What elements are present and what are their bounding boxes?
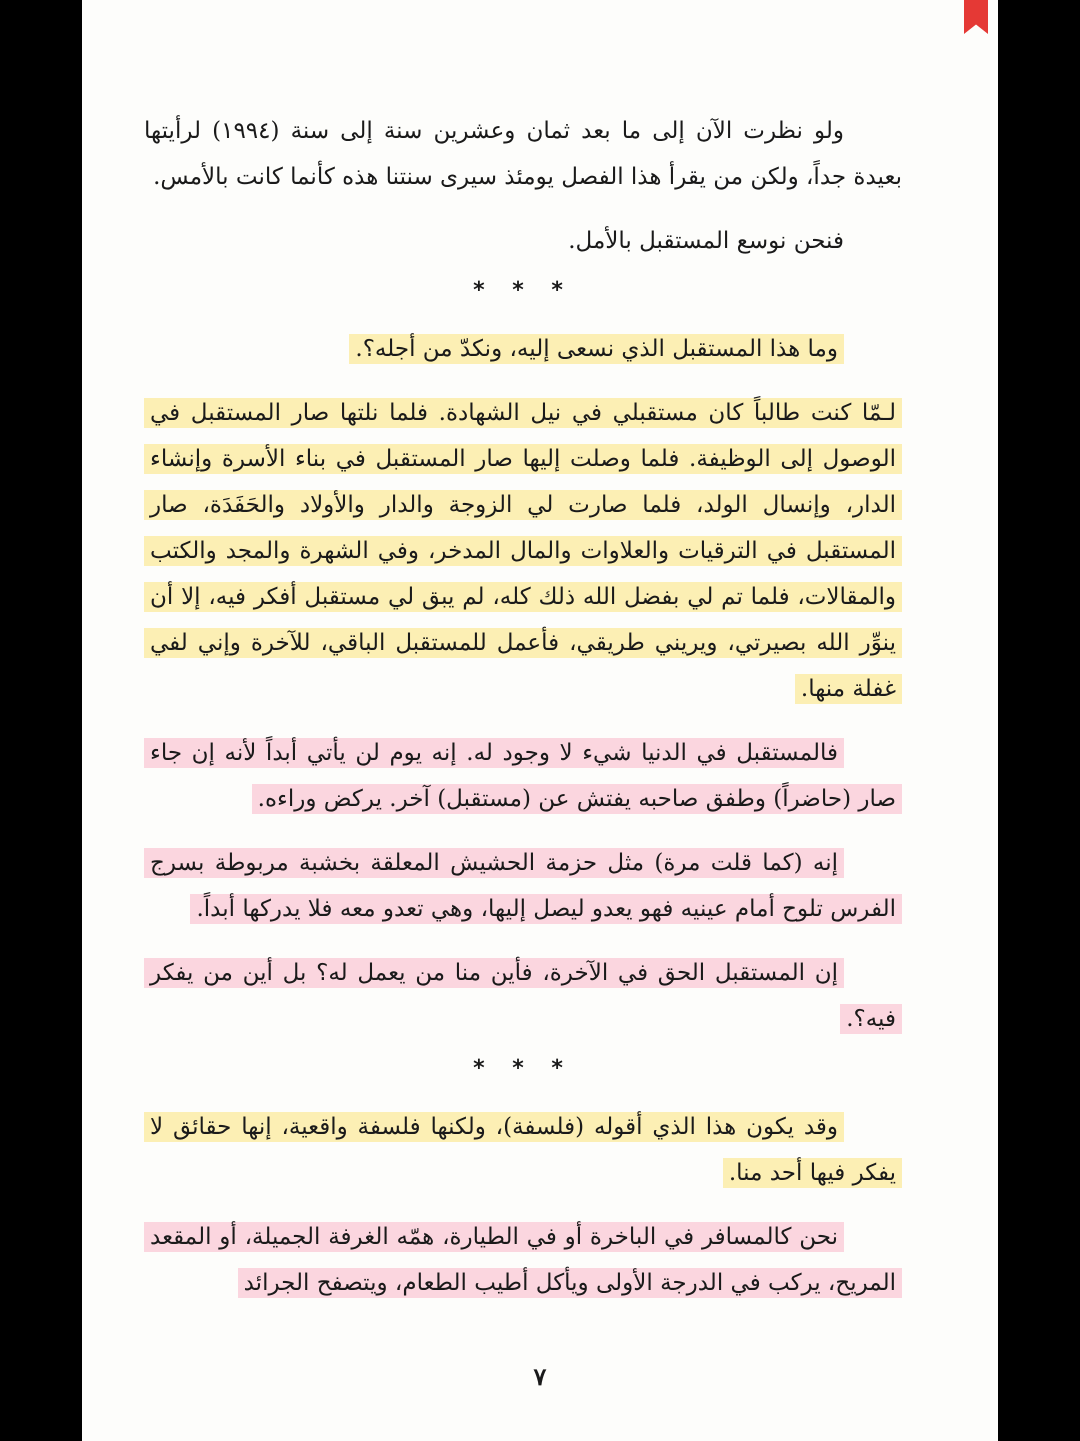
paragraph-6-text: إنه (كما قلت مرة) مثل حزمة الحشيش المعلقة بخشبة مربوطة بسرج الفرس تلوح أمام عينيه فهو يعدو ليصل إليها، وهي تعدو معه فلا يدركها أبداً. bbox=[144, 848, 902, 924]
bookmark-ribbon-icon[interactable] bbox=[964, 0, 988, 34]
page-body bbox=[144, 108, 902, 1324]
paragraph-8 bbox=[144, 1104, 902, 1196]
paragraph-4-text: لـمّا كنت طالباً كان مستقبلي في نيل الشهادة. فلما نلتها صار المستقبل في الوصول إلى الوظيفة. فلما وصلت إليها صار المستقبل في بناء الأسرة وإنشاء الدار، وإنسال الولد، فلما صارت لي الزوجة والدار والأولاد والحَفَدَة، صار المستقبل في الترقيات والعلاوات والمال المدخر، وفي الشهرة والمجد والكتب والمقالات، فلما تم لي بفضل الله ذلك كله، لم يبق لي مستقبل أفكر فيه، إلا أن ينوِّر الله بصيرتي، ويريني طريقي، فأعمل للمستقبل الباقي، للآخرة وإني لفي غفلة منها. bbox=[144, 398, 902, 704]
paragraph-2 bbox=[144, 218, 902, 264]
section-separator: * * * bbox=[473, 278, 573, 303]
paragraph-8-text: وقد يكون هذا الذي أقوله (فلسفة)، ولكنها فلسفة واقعية، إنها حقائق لا يفكر فيها أحد منا. bbox=[144, 1112, 902, 1188]
page-number: ٧ bbox=[533, 1362, 547, 1391]
paragraph-4 bbox=[144, 390, 902, 712]
section-separator-2: * * * bbox=[473, 1056, 573, 1081]
paragraph-5 bbox=[144, 730, 902, 822]
paragraph-1 bbox=[144, 108, 902, 200]
paragraph-3 bbox=[144, 326, 902, 372]
paragraph-5-text: فالمستقبل في الدنيا شيء لا وجود له. إنه يوم لن يأتي أبداً لأنه إن جاء صار (حاضراً) وطفق صاحبه يفتش عن (مستقبل) آخر. يركض وراءه. bbox=[144, 738, 902, 814]
paragraph-7-text: إن المستقبل الحق في الآخرة، فأين منا من يعمل له؟ بل أين من يفكر فيه؟. bbox=[144, 958, 902, 1034]
paragraph-9 bbox=[144, 1214, 902, 1306]
paragraph-6 bbox=[144, 840, 902, 932]
paragraph-2-text: فنحن نوسع المستقبل بالأمل. bbox=[568, 228, 844, 254]
paragraph-9-text: نحن كالمسافر في الباخرة أو في الطيارة، همّه الغرفة الجميلة، أو المقعد المريح، يركب في الدرجة الأولى ويأكل أطيب الطعام، ويتصفح الجرائد bbox=[144, 1222, 902, 1298]
paragraph-1-text: ولو نظرت الآن إلى ما بعد ثمان وعشرين سنة إلى سنة (١٩٩٤) لرأيتها بعيدة جداً، ولكن من يقرأ هذا الفصل يومئذ سيرى سنتنا هذه كأنما كانت بالأمس. bbox=[144, 118, 902, 190]
book-page bbox=[82, 0, 998, 1441]
paragraph-3-text: وما هذا المستقبل الذي نسعى إليه، ونكدّ من أجله؟. bbox=[349, 334, 844, 364]
paragraph-7 bbox=[144, 950, 902, 1042]
